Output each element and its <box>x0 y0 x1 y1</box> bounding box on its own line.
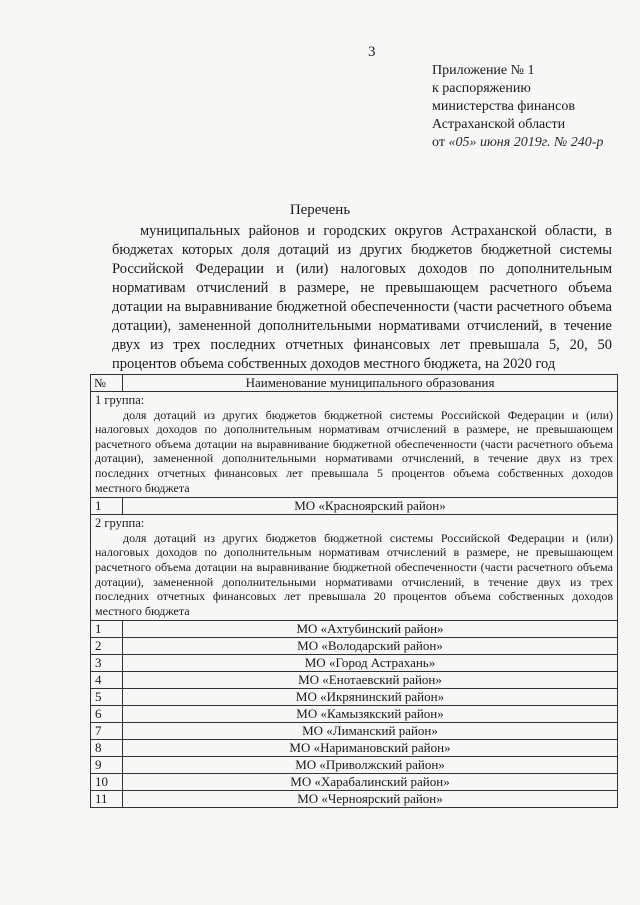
document-intro: муниципальных районов и городских округов Астраханской области, в бюджетах которых доля дотаций из других бюджетов бюджетной системы Российской Федерации и (или) налоговых доходов по дополнительным нормативам отчислений в размере, не превышающем расчетного объема дотации на выравнивание бюджетной обеспеченности (части расчетного объема дотации), замененной дополнительными нормативами отчислений, в течение двух из трех последних отчетных финансовых лет превышала 5, 20, 50 процентов объема собственных доходов местного бюджета, на 2020 год <box>112 223 612 372</box>
appendix-block <box>432 62 603 152</box>
appendix-line: Приложение № 1 <box>432 63 535 78</box>
table-row <box>91 774 618 791</box>
row-num: 1 <box>91 498 123 515</box>
municipality-table <box>90 374 618 808</box>
table-row <box>91 723 618 740</box>
row-num: 1 <box>91 621 123 638</box>
row-name: МО «Город Астрахань» <box>123 655 618 672</box>
appendix-date-line <box>432 134 603 152</box>
group-cell <box>91 515 618 621</box>
row-num: 4 <box>91 672 123 689</box>
row-name: МО «Красноярский район» <box>123 498 618 515</box>
row-name: МО «Харабалинский район» <box>123 774 618 791</box>
row-name: МО «Камызякский район» <box>123 706 618 723</box>
table-row <box>91 672 618 689</box>
group-description: доля дотаций из других бюджетов бюджетной системы Российской Федерации и (или) налоговых доходов по дополнительным нормативам отчислений в размере, не превышающем расчетного объема дотации на выравнивание бюджетной обеспеченности (части расчетного объема дотации), замененной дополнительными нормативами отчислений, в течение двух из трех последних отчетных финансовых лет превышала 5 процентов объема собственных доходов местного бюджета <box>95 407 613 495</box>
appendix-date-number: «05» июня 2019г. № 240-р <box>448 135 604 150</box>
row-name: МО «Наримановский район» <box>123 740 618 757</box>
appendix-line: к распоряжению <box>432 81 531 96</box>
group-title: 1 группа: <box>95 393 145 407</box>
table-row <box>91 498 618 515</box>
table-row <box>91 740 618 757</box>
group-row <box>91 392 618 498</box>
row-num: 6 <box>91 706 123 723</box>
group-cell <box>91 392 618 498</box>
row-num: 8 <box>91 740 123 757</box>
row-num: 9 <box>91 757 123 774</box>
group-row <box>91 515 618 621</box>
row-num: 3 <box>91 655 123 672</box>
table-row <box>91 689 618 706</box>
page-number: 3 <box>368 44 376 60</box>
document-title: Перечень <box>289 202 351 218</box>
table-row <box>91 706 618 723</box>
table-body <box>91 392 618 808</box>
row-num: 10 <box>91 774 123 791</box>
table-row <box>91 655 618 672</box>
appendix-date-prefix: от <box>432 135 445 150</box>
row-name: МО «Приволжский район» <box>123 757 618 774</box>
table-row <box>91 638 618 655</box>
row-name: МО «Енотаевский район» <box>123 672 618 689</box>
row-num: 5 <box>91 689 123 706</box>
row-name: МО «Икрянинский район» <box>123 689 618 706</box>
row-num: 11 <box>91 791 123 808</box>
row-name: МО «Черноярский район» <box>123 791 618 808</box>
table-row <box>91 621 618 638</box>
row-num: 7 <box>91 723 123 740</box>
header-name: Наименование муниципального образования <box>123 375 618 392</box>
table-row <box>91 791 618 808</box>
appendix-line: министерства финансов <box>432 99 575 114</box>
header-num: № <box>91 375 123 392</box>
row-name: МО «Лиманский район» <box>123 723 618 740</box>
group-title: 2 группа: <box>95 516 145 531</box>
row-num: 2 <box>91 638 123 655</box>
appendix-line: Астраханской области <box>432 117 566 132</box>
row-name: МО «Ахтубинский район» <box>123 621 618 638</box>
group-description: доля дотаций из других бюджетов бюджетной системы Российской Федерации и (или) налоговых доходов по дополнительным нормативам отчислений в размере, не превышающем расчетного объема дотации на выравнивание бюджетной обеспеченности (части расчетного объема дотации), замененной дополнительными нормативами отчислений, в течение двух из трех последних отчетных финансовых лет превышала 20 процентов объема собственных доходов местного бюджета <box>95 530 613 618</box>
table-row <box>91 757 618 774</box>
table <box>90 374 618 808</box>
table-header-row <box>91 375 618 392</box>
row-name: МО «Володарский район» <box>123 638 618 655</box>
